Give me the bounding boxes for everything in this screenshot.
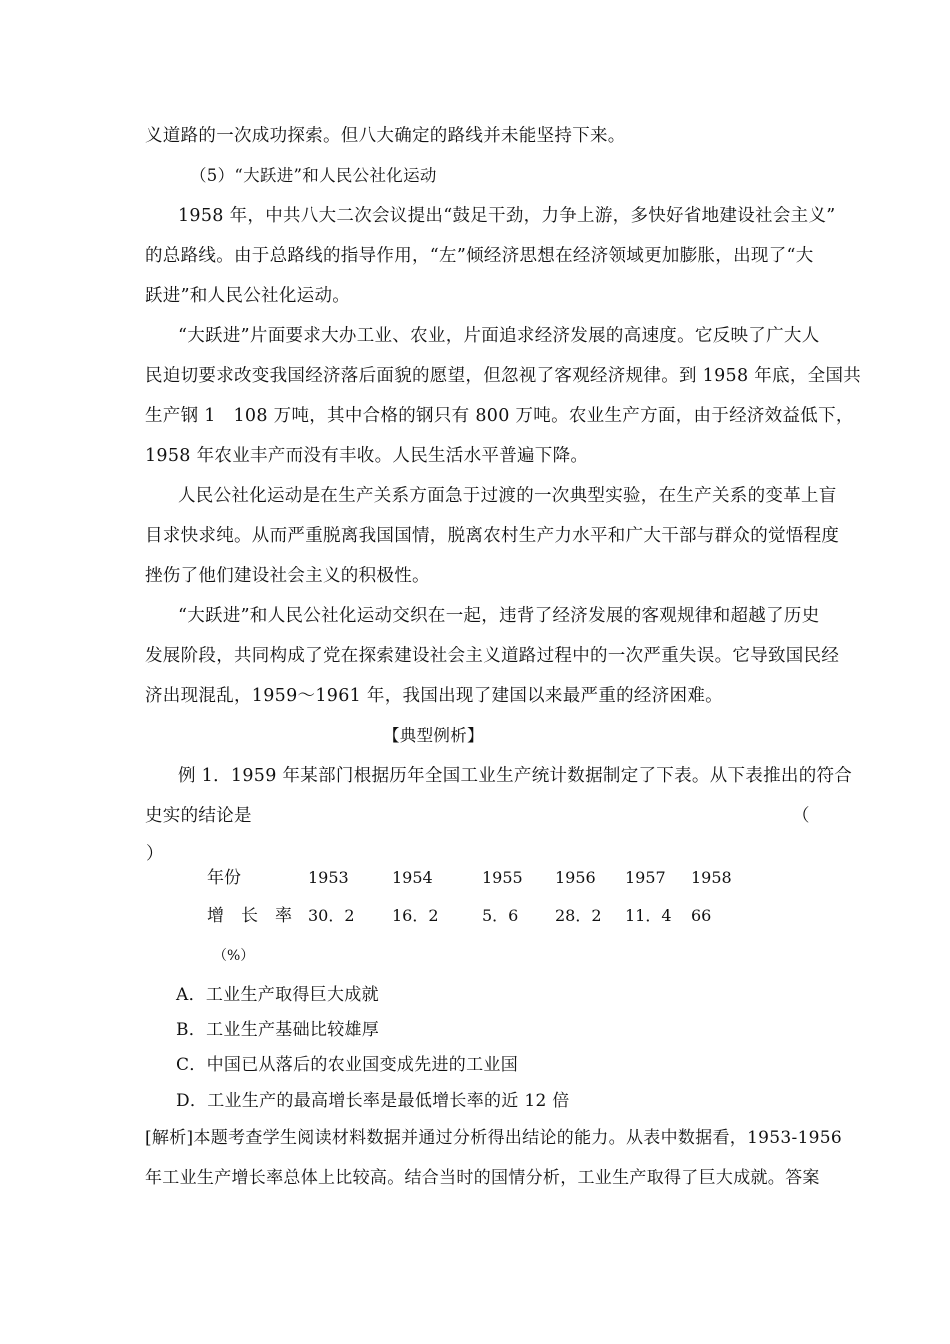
question-line: 例 1．1959 年某部门根据历年全国工业生产统计数据制定了下表。从下表推出的符合 [178,766,853,786]
analysis-line: [解析]本题考查学生阅读材料数据并通过分析得出结论的能力。从表中数据看，1953-1956 [145,1128,843,1148]
paragraph-line: 1958 年农业丰产而没有丰收。人民生活水平普遍下降。 [145,446,589,466]
table-row-label: 增 长 率 [207,906,292,926]
paragraph-line: 民迫切要求改变我国经济落后面貌的愿望，但忽视了客观经济规律。到 1958 年底，全国共 [145,366,862,386]
table-rate-cell: 16．2 [392,906,439,925]
paragraph-line: 目求快求纯。从而严重脱离我国国情，脱离农村生产力水平和广大干部与群众的觉悟程度 [145,526,840,546]
option-c: C．中国已从落后的农业国变成先进的工业国 [176,1055,519,1075]
paragraph-line: 挫伤了他们建设社会主义的积极性。 [145,566,430,586]
paragraph-line: 1958 年，中共八大二次会议提出“鼓足干劲，力争上游，多快好省地建设社会主义” [178,206,836,226]
paragraph-line: 跃进”和人民公社化运动。 [145,286,351,306]
table-year-cell: 1958 [691,868,732,887]
section-title: 【典型例析】 [383,726,484,745]
table-rate-cell: 30．2 [308,906,355,925]
option-d: D．工业生产的最高增长率是最低增长率的近 12 倍 [176,1091,570,1111]
paragraph-line: 的总路线。由于总路线的指导作用，“左”倾经济思想在经济领域更加膨胀，出现了“大 [145,246,814,266]
question-line: 史实的结论是 [145,806,252,826]
option-b: B．工业生产基础比较雄厚 [176,1020,380,1040]
table-unit-label: （%） [213,948,255,964]
paragraph-line: 生产钢 1 108 万吨，其中合格的钢只有 800 万吨。农业生产方面，由于经济效益低下， [145,406,854,426]
table-rate-cell: 5．6 [482,906,519,925]
answer-paren-close: ） [146,844,164,864]
table-year-cell: 1956 [555,868,596,887]
analysis-line: 年工业生产增长率总体上比较高。结合当时的国情分析，工业生产取得了巨大成就。答案 [145,1168,820,1188]
paragraph-line: 人民公社化运动是在生产关系方面急于过渡的一次典型实验，在生产关系的变革上盲 [178,486,837,506]
table-rate-cell: 28．2 [555,906,602,925]
section-heading: （5）“大跃进”和人民公社化运动 [190,166,437,185]
table-year-cell: 1955 [482,868,523,887]
table-year-cell: 1954 [392,868,433,887]
paragraph-line: 发展阶段，共同构成了党在探索建设社会主义道路过程中的一次严重失误。它导致国民经 [145,646,840,666]
table-rate-cell: 66 [691,906,712,925]
table-rate-cell: 11．4 [625,906,672,925]
table-year-cell: 1953 [308,868,349,887]
table-year-cell: 1957 [625,868,666,887]
option-a: A．工业生产取得巨大成就 [176,985,379,1005]
paragraph-line: “大跃进”和人民公社化运动交织在一起，违背了经济发展的客观规律和超越了历史 [178,606,820,626]
paragraph-line: “大跃进”片面要求大办工业、农业，片面追求经济发展的高速度。它反映了广大人 [178,326,820,346]
paragraph-line: 济出现混乱，1959～1961 年，我国出现了建国以来最严重的经济困难。 [145,686,723,706]
table-header-label: 年份 [207,868,241,888]
answer-paren-open: （ [792,806,810,826]
paragraph-line: 义道路的一次成功探索。但八大确定的路线并未能坚持下来。 [145,126,626,146]
